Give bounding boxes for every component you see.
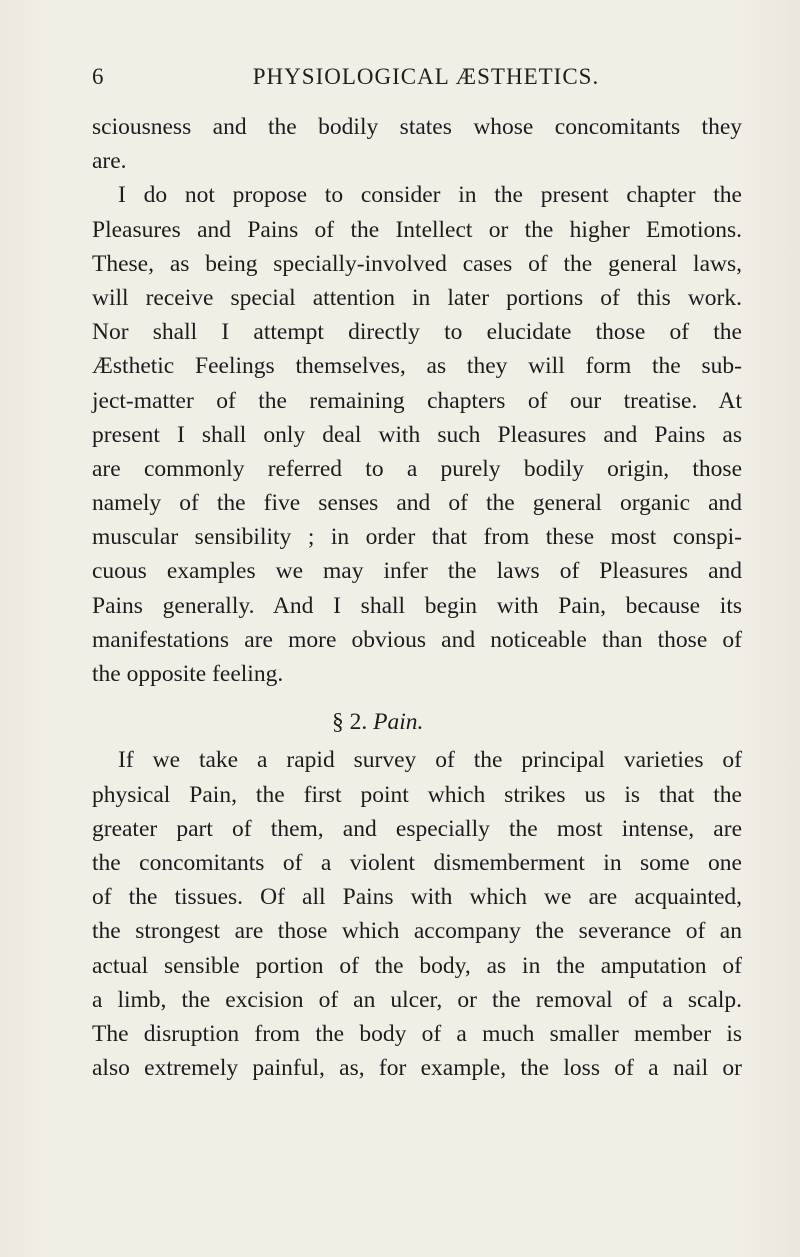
page-header <box>92 64 742 94</box>
text-line: will receive special attention in later portions of this work. <box>92 284 742 311</box>
text-line: physical Pain, the first point which strikes us is that the <box>92 781 742 808</box>
text-line: ject-matter of the remaining chapters of our treatise. At <box>92 387 742 414</box>
body-text <box>92 110 742 1085</box>
text-line: namely of the five senses and of the general organic and <box>92 490 742 517</box>
text-line: are. <box>92 148 127 175</box>
text-line: also extremely painful, as, for example, the loss of a nail or <box>92 1055 742 1082</box>
text-line: manifestations are more obvious and noticeable than those of <box>92 626 742 653</box>
text-line: a limb, the excision of an ulcer, or the removal of a scalp. <box>92 986 742 1013</box>
text-line: Pains generally. And I shall begin with Pain, because its <box>92 592 742 619</box>
section-number: § 2. <box>332 709 368 736</box>
text-line: of the tissues. Of all Pains with which we are acquainted, <box>92 884 742 911</box>
text-line: actual sensible portion of the body, as in the amputation of <box>92 952 742 979</box>
text-line: These, as being specially-involved cases of the general laws, <box>92 250 742 277</box>
text-line: are commonly referred to a purely bodily origin, those <box>92 455 742 482</box>
text-line: If we take a rapid survey of the principal varieties of <box>118 747 742 774</box>
text-line: Pleasures and Pains of the Intellect or the higher Emotions. <box>92 216 742 243</box>
section-title: Pain. <box>373 709 424 736</box>
text-line: greater part of them, and especially the most intense, are <box>92 815 742 842</box>
text-line: muscular sensibility ; in order that from these most conspi- <box>92 524 742 551</box>
text-line: the opposite feeling. <box>92 661 284 687</box>
text-line: Nor shall I attempt directly to elucidate those of the <box>92 319 742 346</box>
text-line: Æsthetic Feelings themselves, as they will form the sub- <box>92 353 742 380</box>
text-line: cuous examples we may infer the laws of Pleasures and <box>92 558 742 585</box>
text-line: present I shall only deal with such Pleasures and Pains as <box>92 421 742 448</box>
text-line: the concomitants of a violent dismemberment in some one <box>92 849 742 876</box>
text-line: The disruption from the body of a much smaller member is <box>92 1020 742 1047</box>
text-line: I do not propose to consider in the present chapter the <box>118 182 742 209</box>
running-head: PHYSIOLOGICAL ÆSTHETICS. <box>252 64 600 89</box>
text-line: the strongest are those which accompany the severance of an <box>92 918 742 945</box>
page-number: 6 <box>92 64 105 89</box>
text-line: sciousness and the bodily states whose concomitants they <box>92 114 742 140</box>
section-heading <box>92 705 742 739</box>
